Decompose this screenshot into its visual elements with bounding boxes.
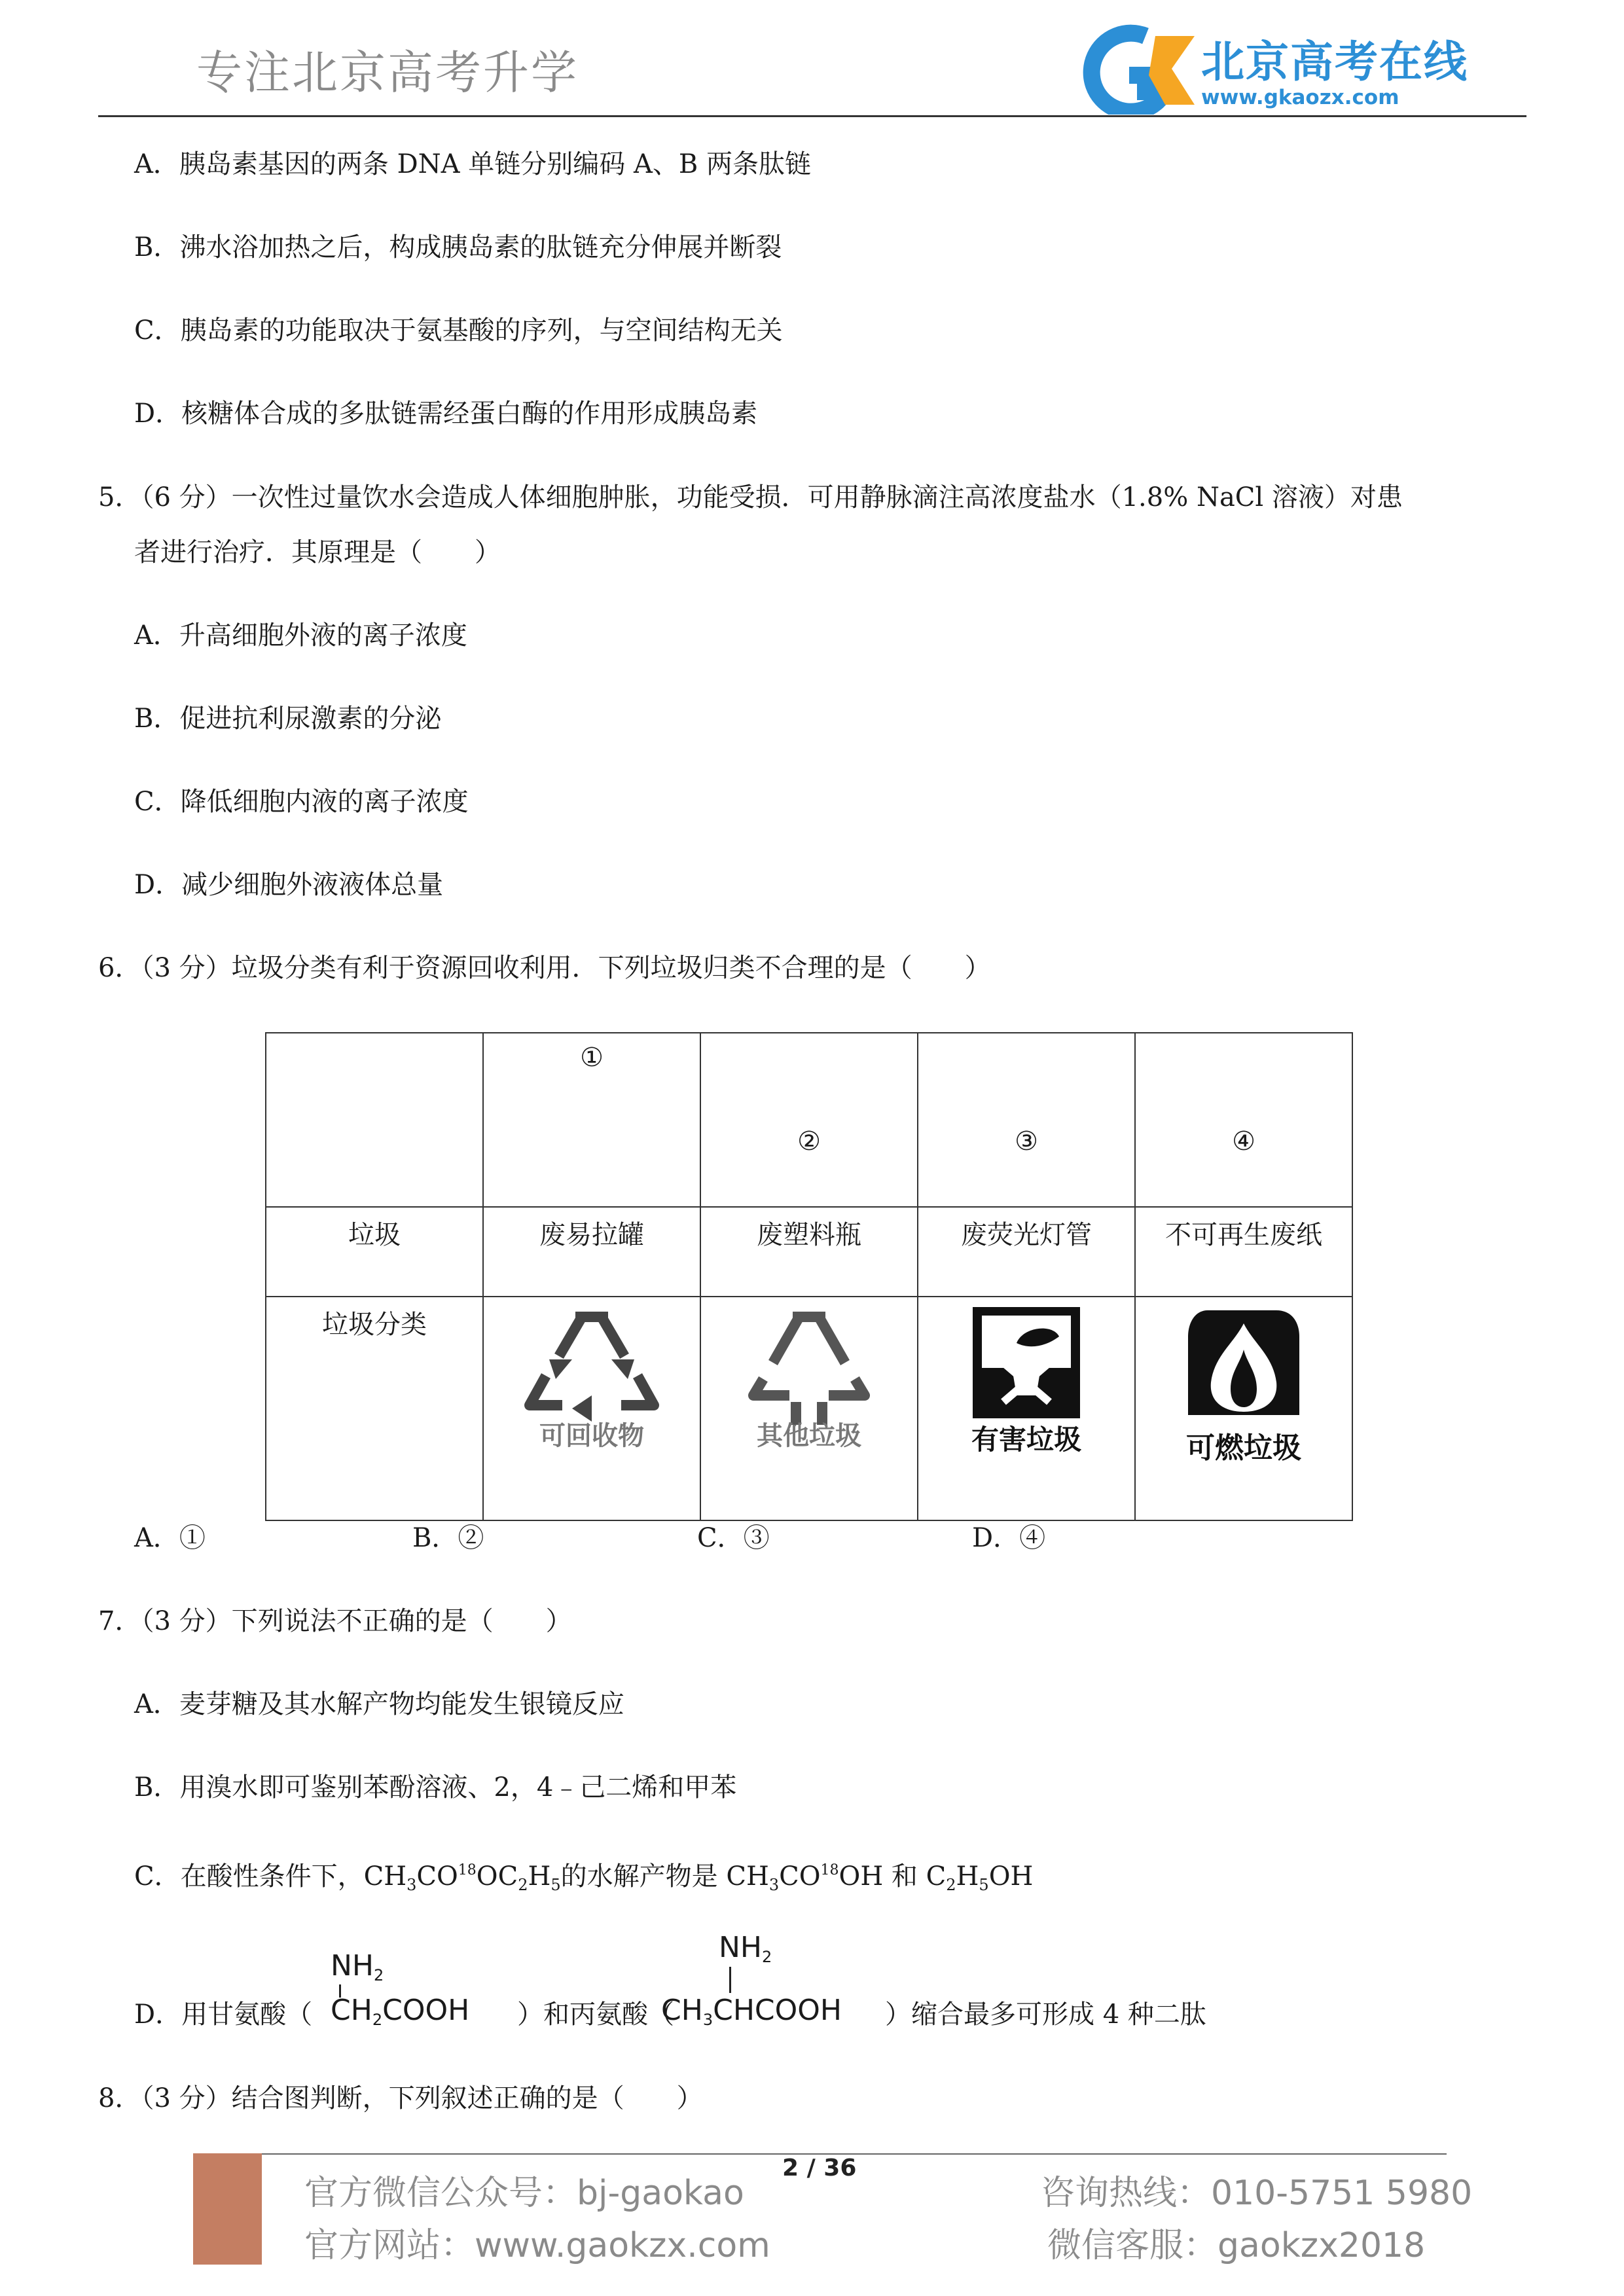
q5-stem-line2: 者进行治疗．其原理是（ ） xyxy=(134,537,501,567)
footer-accent-bar xyxy=(193,2153,262,2265)
q7-option-d-suffix: ）缩合最多可形成 4 种二肽 xyxy=(885,2000,1206,2030)
q4-option-b: B．沸水浴加热之后，构成胰岛素的肽链充分伸展并断裂 xyxy=(134,232,782,262)
q7-option-d-prefix: D．用甘氨酸（ xyxy=(134,2000,313,2030)
combustible-waste-symbol-icon xyxy=(1136,1297,1352,1513)
row-label-class xyxy=(266,1297,483,1520)
row-label-waste xyxy=(266,1207,483,1297)
logo-url: www.gkaozx.com xyxy=(1201,86,1399,109)
alanine-bond xyxy=(729,1967,731,1993)
footer-website[interactable]: 官方网站：www.gaokzx.com xyxy=(304,2226,770,2265)
page-number: 2 / 36 xyxy=(782,2155,857,2181)
q5-option-a: A．升高细胞外液的离子浓度 xyxy=(134,620,467,651)
q7-option-b: B．用溴水即可鉴别苯酚溶液、2，4﹣己二烯和甲苯 xyxy=(134,1772,737,1803)
symbol-cell xyxy=(918,1297,1135,1520)
symbol-caption: 可回收物 xyxy=(539,1421,644,1451)
q7-option-c: C．在酸性条件下，$CH_3CO^{18}OC_2H_5$的水解产物是 $CH_3CO^{18}OH$ 和 $C_2H_5OH$ xyxy=(134,1861,1034,1894)
hazardous-waste-symbol-icon xyxy=(918,1297,1134,1513)
q8-stem: 8．（3 分）结合图判断，下列叙述正确的是（ ） xyxy=(98,2083,703,2113)
waste-name: 废荧光灯管 xyxy=(961,1220,1092,1250)
alanine-amino-group: $NH_2$ xyxy=(719,1931,772,1966)
q6-option-b: B．② xyxy=(412,1523,484,1553)
waste-name: 废易拉罐 xyxy=(539,1220,644,1250)
q4-option-a: A．胰岛素基因的两条 DNA 单链分别编码 A、B 两条肽链 xyxy=(134,149,811,179)
waste-classification-table xyxy=(265,1032,1353,1521)
num-label: ④ xyxy=(1232,1126,1255,1157)
symbol-cell xyxy=(1135,1297,1352,1520)
waste-name: 废塑料瓶 xyxy=(757,1220,861,1250)
waste-cell xyxy=(700,1207,918,1297)
header-title: 专注北京高考升学 xyxy=(196,46,579,99)
q7-option-a: A．麦芽糖及其水解产物均能发生银镜反应 xyxy=(134,1689,624,1719)
q6-option-c: C．③ xyxy=(697,1523,770,1553)
footer-wechat: 官方微信公众号：bj-gaokao xyxy=(304,2174,744,2213)
q5-stem-line1: 5．（6 分）一次性过量饮水会造成人体细胞肿胀，功能受损．可用静脉滴注高浓度盐水（1.8% NaCl 溶液）对患 xyxy=(98,482,1403,512)
table-corner-cell xyxy=(266,1033,483,1207)
brand-logo[interactable] xyxy=(1067,23,1538,115)
waste-cell xyxy=(483,1207,700,1297)
q4-option-c: C．胰岛素的功能取决于氨基酸的序列，与空间结构无关 xyxy=(134,315,783,346)
footer-hotline: 咨询热线：010-5751 5980 xyxy=(1041,2174,1473,2213)
q6-option-a: A．① xyxy=(134,1523,206,1553)
alanine-formula: $CH_3CHCOOH$ xyxy=(661,1994,842,2029)
row-label-text: 垃圾分类 xyxy=(322,1310,427,1340)
symbol-cell xyxy=(700,1297,918,1520)
glycine-formula: $CH_2COOH$ xyxy=(331,1994,470,2029)
symbol-cell xyxy=(483,1297,700,1520)
symbol-caption: 有害垃圾 xyxy=(971,1424,1082,1456)
q6-stem: 6．（3 分）垃圾分类有利于资源回收利用．下列垃圾归类不合理的是（ ） xyxy=(98,953,991,983)
glycine-amino-group: $NH_2$ xyxy=(331,1949,384,1984)
symbol-caption: 其他垃圾 xyxy=(757,1421,861,1451)
symbol-caption: 可燃垃圾 xyxy=(1186,1431,1301,1465)
table-num-cell xyxy=(483,1033,700,1207)
table-num-cell xyxy=(700,1033,918,1207)
q7-stem: 7．（3 分）下列说法不正确的是（ ） xyxy=(98,1606,572,1636)
num-label: ① xyxy=(580,1043,604,1073)
footer-service: 微信客服：gaokzx2018 xyxy=(1047,2226,1426,2265)
q6-option-d: D．④ xyxy=(972,1523,1046,1553)
q4-option-d: D．核糖体合成的多肽链需经蛋白酶的作用形成胰岛素 xyxy=(134,399,758,429)
other-waste-symbol-icon xyxy=(701,1297,917,1513)
header-divider xyxy=(98,115,1526,117)
waste-cell xyxy=(1135,1207,1352,1297)
table-num-cell xyxy=(1135,1033,1352,1207)
waste-cell xyxy=(918,1207,1135,1297)
q5-option-d: D．减少细胞外液液体总量 xyxy=(134,870,444,900)
q5-option-b: B．促进抗利尿激素的分泌 xyxy=(134,704,442,734)
waste-name: 不可再生废纸 xyxy=(1165,1220,1322,1250)
recyclable-symbol-icon xyxy=(484,1297,700,1513)
logo-mark-icon xyxy=(1067,23,1198,115)
num-label: ③ xyxy=(1015,1126,1038,1157)
q5-option-c: C．降低细胞内液的离子浓度 xyxy=(134,787,469,817)
logo-text: 北京高考在线 xyxy=(1201,37,1468,87)
row-label-text: 垃圾 xyxy=(348,1220,401,1250)
table-num-cell xyxy=(918,1033,1135,1207)
num-label: ② xyxy=(797,1126,821,1157)
q7-option-d-middle: ）和丙氨酸（ xyxy=(517,2000,674,2030)
